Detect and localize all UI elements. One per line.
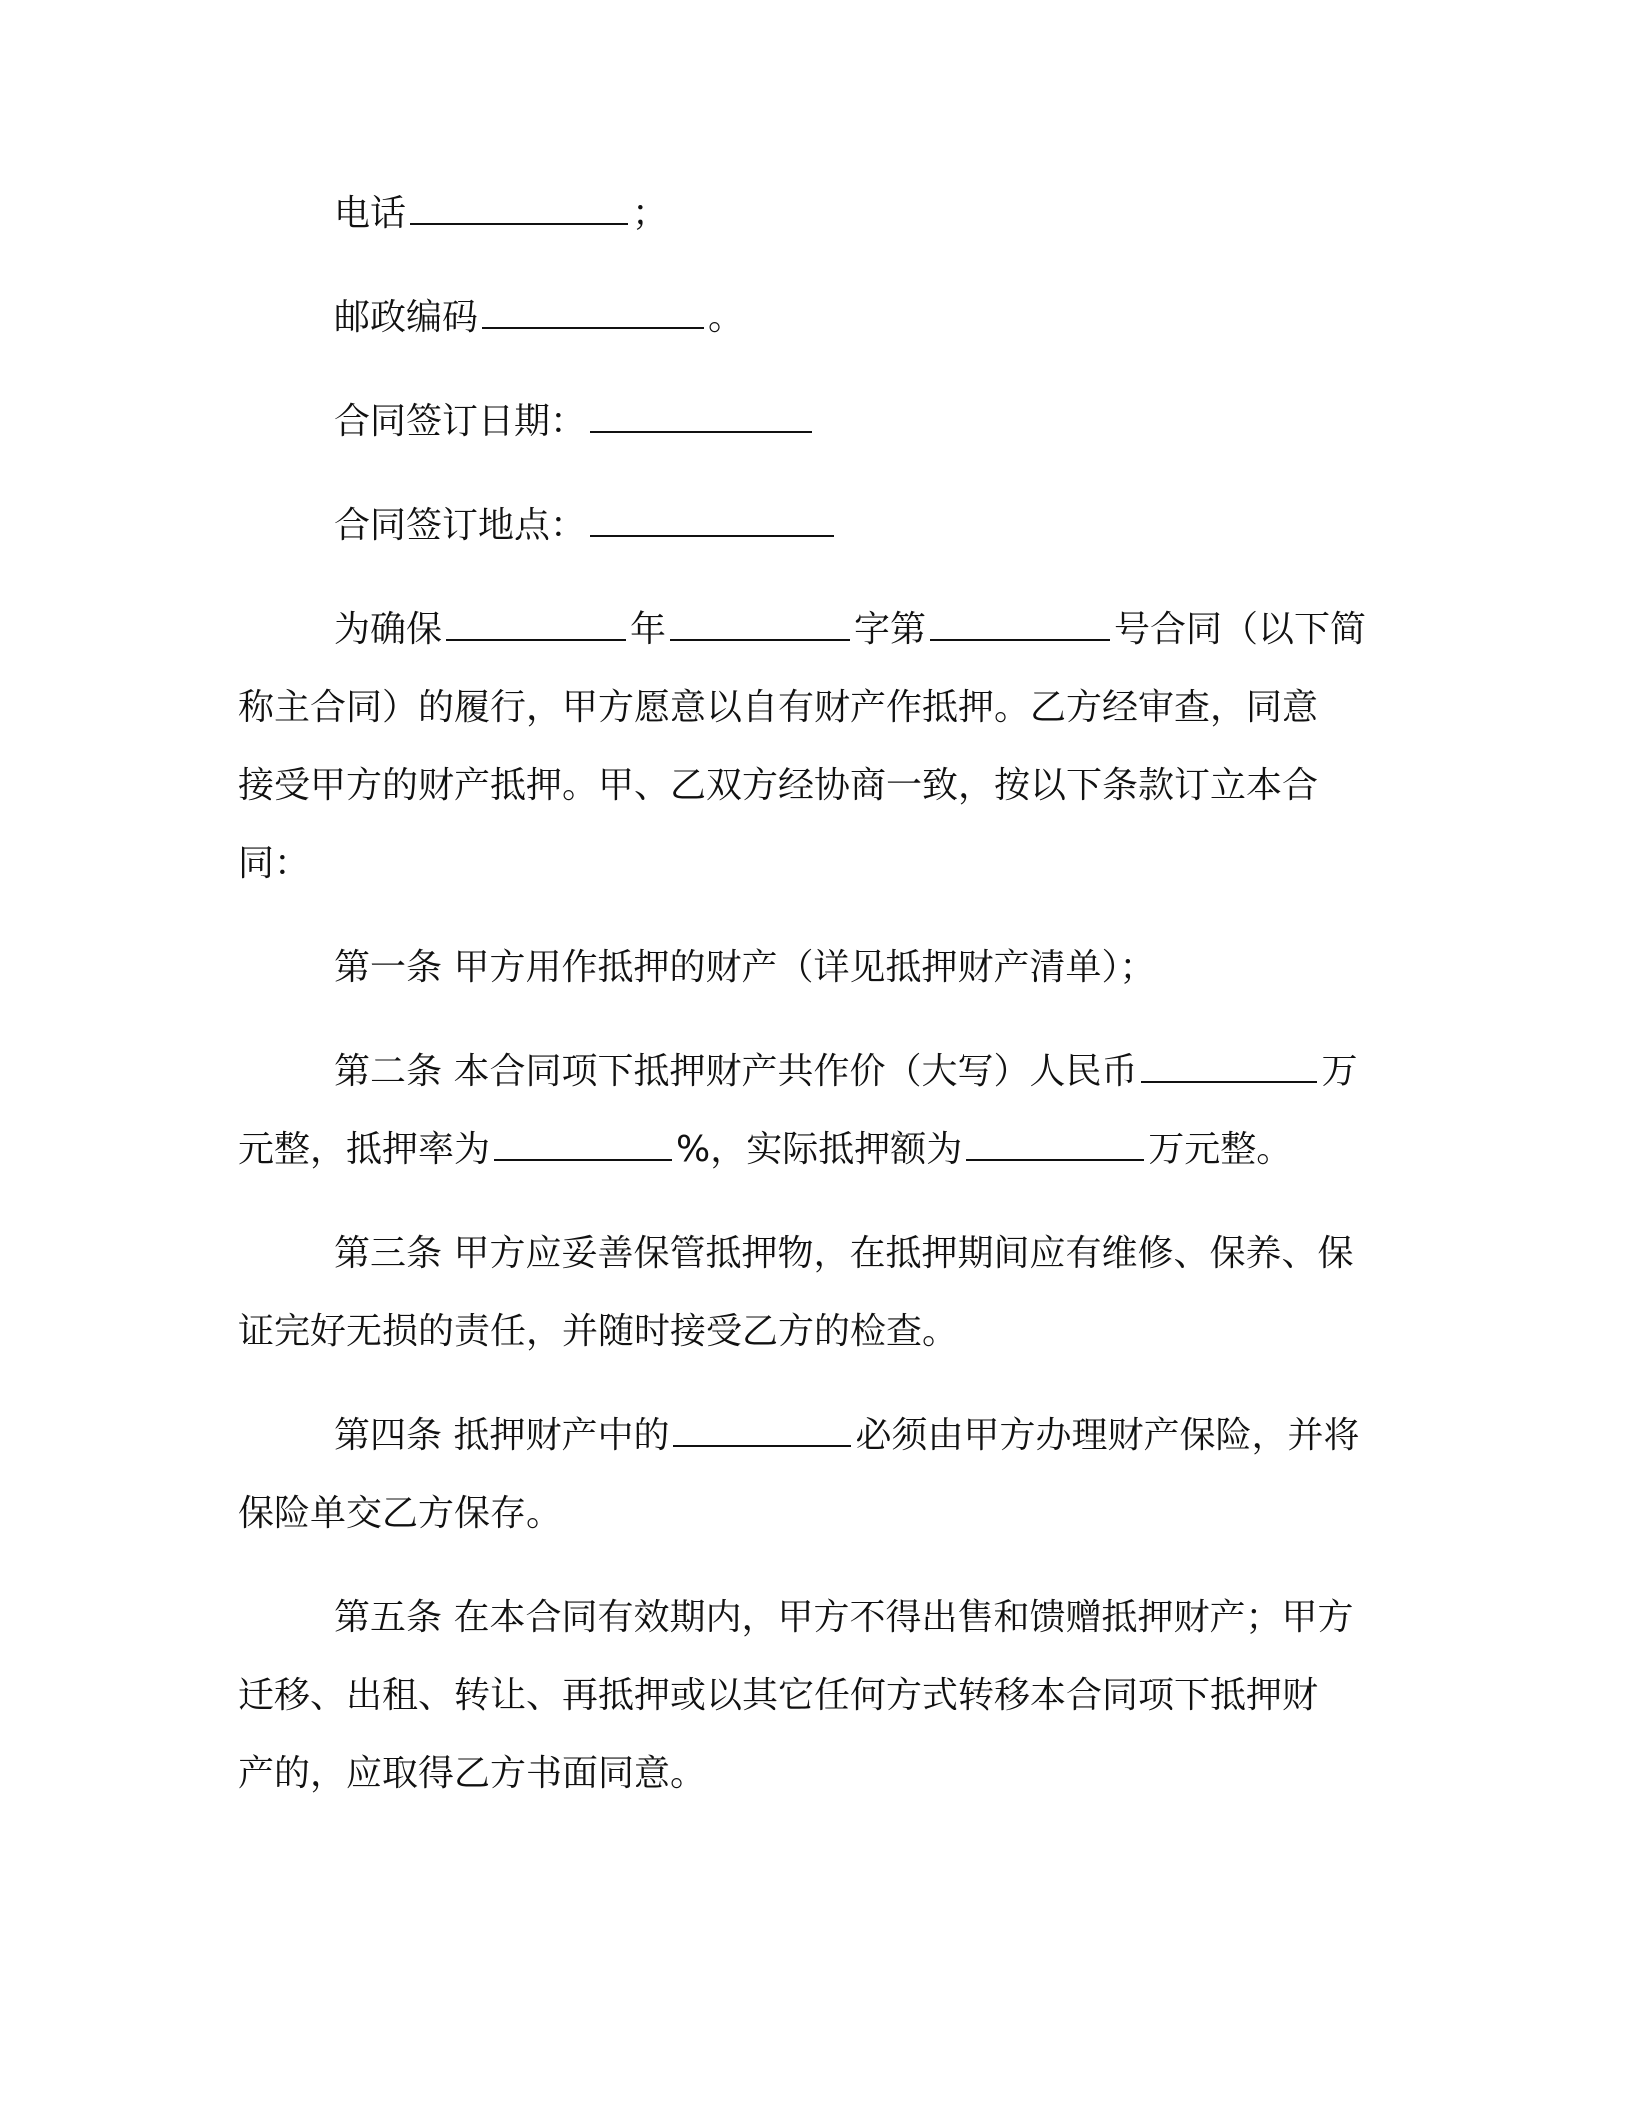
intro-text-2: 年	[630, 609, 667, 650]
article-4	[238, 1397, 1384, 1553]
intro-text-1: 为确保	[334, 609, 443, 650]
postcode-end: 。	[708, 297, 745, 338]
article-2-text-2: 万	[1321, 1051, 1358, 1092]
sign-place-blank	[590, 499, 834, 537]
article-5-line-3: 产的，应取得乙方书面同意。	[238, 1753, 707, 1794]
phone-label: 电话	[334, 193, 407, 234]
sign-place-line	[238, 487, 1384, 565]
article-4-text-2: 必须由甲方办理财产保险，并将	[855, 1415, 1360, 1456]
article-4-line-2: 保险单交乙方保存。	[238, 1493, 563, 1534]
insured-item-blank	[673, 1409, 851, 1447]
amount-blank	[966, 1123, 1144, 1161]
intro-line-3: 接受甲方的财产抵押。甲、乙双方经协商一致，按以下条款订立本合	[238, 765, 1319, 806]
article-4-text-1: 第四条 抵押财产中的	[334, 1415, 670, 1456]
sign-date-blank	[590, 395, 812, 433]
intro-line-4: 同：	[238, 843, 311, 884]
article-2-text-1: 第二条 本合同项下抵押财产共作价（大写）人民币	[334, 1051, 1138, 1092]
article-3	[238, 1215, 1384, 1371]
phone-blank	[410, 187, 628, 225]
sign-date-label: 合同签订日期：	[334, 401, 587, 442]
sign-date-line	[238, 383, 1384, 461]
article-3-line-1: 第三条 甲方应妥善保管抵押物，在抵押期间应有维修、保养、保	[334, 1233, 1354, 1274]
article-5-line-1: 第五条 在本合同有效期内，甲方不得出售和馈赠抵押财产；甲方	[334, 1597, 1354, 1638]
article-2-text-4: %，实际抵押额为	[676, 1129, 963, 1170]
rate-blank	[494, 1123, 672, 1161]
intro-text-4: 号合同（以下简	[1114, 609, 1367, 650]
word-blank	[670, 603, 850, 641]
year-blank	[446, 603, 626, 641]
postcode-label: 邮政编码	[334, 297, 479, 338]
article-5-line-2: 迁移、出租、转让、再抵押或以其它任何方式转移本合同项下抵押财	[238, 1675, 1319, 1716]
article-2	[238, 1033, 1384, 1189]
price-blank	[1141, 1045, 1317, 1083]
phone-line	[238, 175, 1384, 253]
intro-text-3: 字第	[854, 609, 927, 650]
article-3-line-2: 证完好无损的责任，并随时接受乙方的检查。	[238, 1311, 959, 1352]
intro-paragraph	[238, 591, 1384, 903]
phone-end: ；	[632, 193, 669, 234]
article-1: 第一条 甲方用作抵押的财产（详见抵押财产清单）；	[334, 947, 1156, 988]
article-2-text-5: 万元整。	[1148, 1129, 1293, 1170]
article-5	[238, 1579, 1384, 1813]
postcode-blank	[482, 291, 704, 329]
number-blank	[930, 603, 1110, 641]
contract-body	[238, 175, 1384, 1813]
intro-line-2: 称主合同）的履行，甲方愿意以自有财产作抵押。乙方经审查，同意	[238, 687, 1319, 728]
sign-place-label: 合同签订地点：	[334, 505, 587, 546]
article-2-text-3: 元整，抵押率为	[238, 1129, 491, 1170]
postcode-line	[238, 279, 1384, 357]
